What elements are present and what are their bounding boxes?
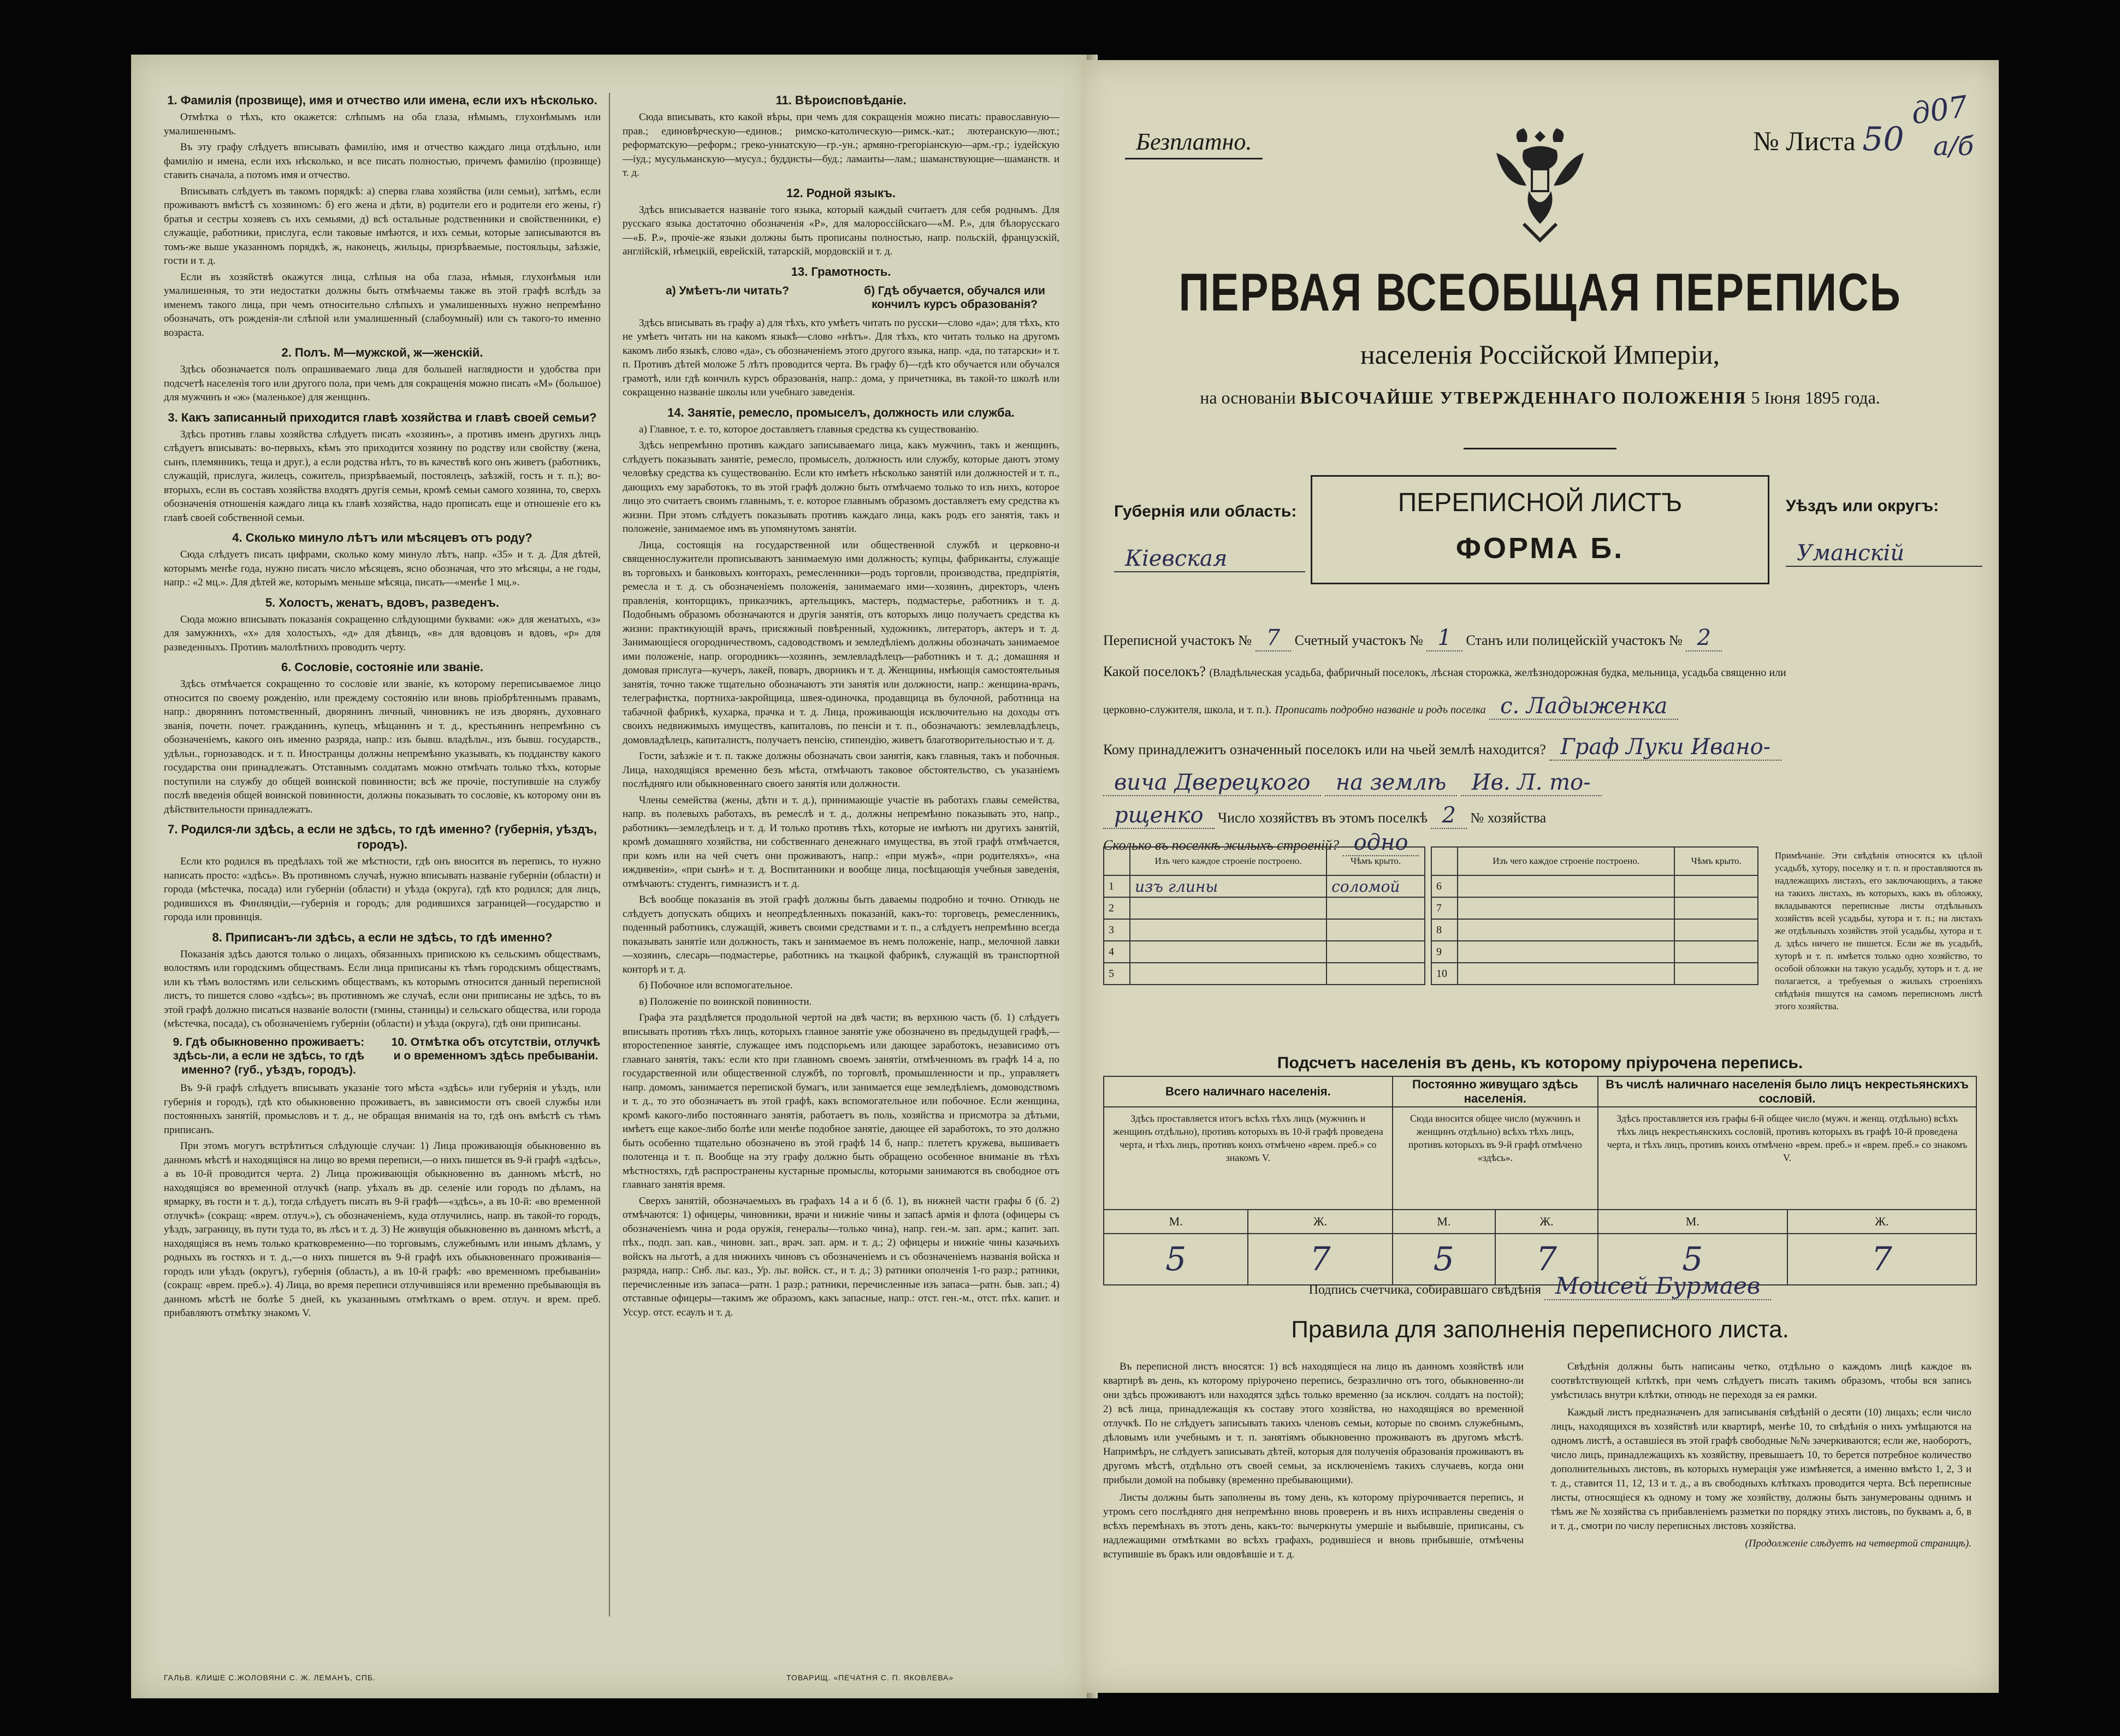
- section-heading: 2. Полъ. М—мужской, ж—женскій.: [281, 346, 483, 359]
- stan-value: 2: [1686, 625, 1721, 651]
- section-heading: 1. Фамилія (прозвище), имя и отчество или имена, если ихъ нѣсколько.: [167, 93, 597, 107]
- male-label: М.: [1104, 1210, 1248, 1234]
- sheet-number-value: 50: [1862, 120, 1904, 158]
- building-cell-empty: [1674, 919, 1758, 941]
- instruction-paragraph: Здѣсь обозначается полъ опрашиваемаго лица для большей наглядности и удобства при подсчетѣ населенія того или другого пола, при чемъ для сокращенія можно писать «М» (большое) для мужчинъ и «ж» (маленькое) для женщинъ.: [164, 364, 601, 403]
- section-heading: 11. Вѣроисповѣданіе.: [775, 93, 907, 107]
- building-number: 8: [1431, 919, 1458, 941]
- building-row: [1431, 919, 1758, 941]
- instruction-paragraph: Сверхъ занятій, обозначаемыхъ въ графахъ 14 а и б (б. 1), въ нижней части графы б (б. 2) отмѣчаются: 1) офицеры, чиновники, врачи и нижніе чины и запасѣ армія и флота (офицеры съ обозначеніемъ чина и рода оружія, генералы—только чина), напр. ген.-м. зап. арм.; капит. зап. пѣх., подп. зап. кав., чиновн. зап., врач. зап. арм. и т. д.; 2) офицеры и нижніе чины казачьихъ войскъ на льготѣ, а для нижнихъ чиновъ съ обозначеніемъ и съ обозначеніемъ названія войска и разряда, напр.: Сиб. льг. каз., Ур. льг. войск. ст., и т. д.; 3) ратники ополченія 1-го разр.; ратники, перечисленные изъ запаса—ратн. 1 разр.; ратники, перечисленные изъ запаса—ратн. быв. зап.; 4) отставные офицеры—такимъ же образомъ, какъ запасные, напр.: отст. ген.-м., отст. пѣх. капит. и Уссур. отст. есаулъ и т. д.: [623, 1195, 1059, 1318]
- section-heading: 14. Занятіе, ремесло, промыселъ, должность или служба.: [667, 405, 1015, 419]
- uchastok-value: 7: [1256, 625, 1291, 651]
- split-heading: [623, 284, 1059, 312]
- instruction-paragraph: Отмѣтка о тѣхъ, кто окажется: слѣпымъ на оба глаза, нѣмымъ, глухонѣмымъ или умалишеннымъ.: [164, 111, 601, 137]
- building-row: [1104, 963, 1425, 985]
- sheet-number: [1753, 120, 1904, 158]
- building-cell-empty: [1458, 963, 1674, 985]
- free-label: Безплатно.: [1125, 126, 1263, 159]
- count-nonpeasant-female: 7: [1787, 1234, 1976, 1285]
- instruction-paragraph: Здѣсь вписывается названіе того языка, который каждый считаетъ для себя роднымъ. Для русскаго языка достаточно обозначенія «Р», для малороссійскаго—«М. Р.», для бѣлорусскаго—«Б. Р.», прочіе-же языки должны быть прописаны полностью, напр. польскій, французскій, англійскій, нѣмецкій, еврейскій, татарскій, мордовскій и т. д.: [623, 204, 1059, 257]
- instruction-paragraph: Если въ хозяйствѣ окажутся лица, слѣпыя на оба глаза, нѣмыя, глухонѣмыя или умалишенныя, то эти недостатки должны быть отмѣчаемы также въ этой графѣ вслѣдъ за именемъ такого лица, при чемъ относительно слѣпыхъ и умалишенныхъ нужно непремѣнно обозначать, отъ рожденія-ли слѣпой или умалишенный (слабоумный) или съ такого-то именно возраста.: [164, 271, 601, 339]
- buildings-label: Сколько въ поселкѣ жилыхъ строеній?: [1103, 837, 1340, 853]
- building-row: [1104, 919, 1425, 941]
- split-heading-part: а) Умѣетъ-ли читать?: [666, 284, 789, 297]
- building-cell-empty: [1674, 963, 1758, 985]
- printer-imprint-left: ГАЛЬВ. КЛИШЕ С.ЖОЛОВЯНИ С. Ж. ЛЕМАНЪ, СПБ.: [164, 1673, 376, 1682]
- title-rule: [1464, 448, 1616, 449]
- rule-paragraph: Листы должны быть заполнены въ тому день, къ которому пріурочивается перепись, и утромъ сего послѣдняго дня непремѣнно вновь проверенъ и въ нихъ исправлены сведенія о всѣхъ перемѣнахъ въ этотъ день, какъ-то: вычеркнуты умершіе и выбывшіе, приписаны, съ надлежащими отмѣтками во всѣхъ графахъ, родившіеся и вновь прибывшіе, отмѣчены вступившіе въ бракъ или овдовѣвшіе и т. д.: [1103, 1492, 1524, 1560]
- enumerator-signature: [1081, 1272, 1999, 1299]
- poselok-value: с. Ладыженка: [1489, 694, 1678, 720]
- instruction-paragraph: Сюда вписывать, кто какой вѣры, при чемъ для сокращенія можно писать: православную—прав.; единовѣрческую—единов.; римско-католическую—римск.-кат.; лютеранскую—лют.; реформатскую—реформ.; греко-униатскую—гр.-ун.; армяно-грегоріанскую—арм.-гр.; іудейскую—іуд.; мусульманскую—мусул.; буддисты—буд.; ламаиты—лам.; шаманствующие—шаманств. и т. д.: [623, 111, 1059, 179]
- instruction-paragraph: Сюда можно вписывать показанія сокращенно слѣдующими буквами: «ж» для женатыхъ, «з» для замужнихъ, «х» для холостыхъ, «д» для дѣвицъ, «в» для вдовцовъ и вдовъ, «р» для разведенныхъ. Противъ малолѣтнихъ проводить черту.: [164, 613, 601, 653]
- building-number: 4: [1104, 941, 1130, 963]
- rule-paragraph: Каждый листъ предназначенъ для записыванія свѣдѣній о десяти (10) лицахъ; если число лицъ, находящихся въ хозяйствѣ или квартирѣ, менѣе 10, то свѣдѣнія о нихъ умѣщаются на одномъ листѣ, а оставшіеся въ этой графѣ свободные №№ зачеркиваются; если же, наоборотъ, число лицъ, принадлежащихъ къ хозяйству, превышаетъ 10, то берется потребное количество дополнительныхъ листовъ, въ которыхъ нумерація уже измѣняется, а именно вмѣсто 1, 2, 3 и т. д., ставится 11, 12, 13 и т. д., а въ свободныхъ клѣткахъ проводится черта. Всѣ переписные листы, относящіеся къ одному и тому же хозяйству, должны быть занумерованы однимъ и тѣмъ же № хозяйства съ прибавленіемъ разметки по порядку этихъ листовъ, по буквамъ а, б, в и т. д., смотри по числу переписных листовъ хозяйства.: [1551, 1407, 1971, 1532]
- pop-header-permanent: Постоянно живущаго здѣсь населенія.: [1393, 1076, 1598, 1107]
- stan-label: Станъ или полицейскій участокъ №: [1466, 632, 1683, 648]
- pop-desc-permanent: Сюда вносится общее число (мужчинъ и женщинъ отдѣльно) всѣхъ тѣхъ лицъ, противъ которыхъ въ 9-й графѣ отмѣчено «здѣсь».: [1393, 1107, 1598, 1210]
- settlement-type-line: [1103, 663, 1977, 680]
- section-heading: 7. Родился-ли здѣсь, а если не здѣсь, то гдѣ именно? (губернія, уѣздъ, городъ).: [168, 822, 597, 851]
- building-number: 9: [1431, 941, 1458, 963]
- count-total-female: 7: [1248, 1234, 1392, 1285]
- buildings-table-right: [1431, 846, 1758, 985]
- households-value: 2: [1431, 803, 1466, 829]
- instructions-column-right: [623, 87, 1059, 1638]
- building-number: 7: [1431, 897, 1458, 919]
- building-cell-empty: [1458, 919, 1674, 941]
- building-roof: соломой: [1327, 875, 1425, 897]
- settlement-name-line: [1103, 694, 1977, 719]
- owner-value-1: Граф Луки Ивано-: [1549, 734, 1781, 761]
- building-row: [1104, 875, 1425, 897]
- building-number: 1: [1104, 875, 1130, 897]
- instruction-paragraph: Если кто родился въ предѣлахъ той же мѣстности, гдѣ онъ вносится въ перепись, то нужно написать просто: «здѣсь». Въ противномъ случаѣ, нужно вписывать названіе губерніи (области) и города (мѣстечка, посада) или губерніи (области) и уѣзда (округа), гдѣ кто родился; для лицъ, родившихся въ Финляндіи,—губернія и городъ; для родившихся заграницей—государство и города или провинція.: [164, 856, 601, 923]
- instruction-paragraph: а) Главное, т. е. то, которое доставляетъ главныя средства къ существованію.: [639, 423, 979, 435]
- rule-paragraph: Свѣдѣнія должны быть написаны четко, отдѣльно о каждомъ лицѣ каждое въ соотвѣтствующей клѣткѣ, при чемъ слѣдуетъ писать такимъ образомъ, чтобы вся запись умѣстилась внутри клѣтки, отнюдь не переходя за ея рамки.: [1551, 1361, 1971, 1401]
- building-cell-empty: [1674, 941, 1758, 963]
- building-material: [1130, 897, 1327, 919]
- poselok-label: Какой поселокъ?: [1103, 663, 1206, 679]
- female-label: Ж.: [1787, 1210, 1976, 1234]
- sheet-number-label: № Листа: [1753, 126, 1856, 156]
- gubernia-value: Кiевская: [1114, 546, 1305, 572]
- households-line: [1103, 803, 1977, 828]
- buildings-table-left: [1103, 846, 1425, 985]
- building-number: 5: [1104, 963, 1130, 985]
- instruction-paragraph: б) Побочное или вспомогательное.: [639, 980, 793, 991]
- census-subtitle: населенія Россійской Имперіи,: [1360, 339, 1720, 370]
- rules-title: Правила для заполненія переписного листа.: [1291, 1316, 1789, 1343]
- uezd-value: Уманскiй: [1786, 541, 1982, 567]
- schetny-value: 1: [1426, 625, 1462, 651]
- bld-header-roof-2: Чѣмъ крыто.: [1674, 847, 1758, 875]
- instructions-column-left: [164, 87, 601, 1638]
- building-material: [1130, 941, 1327, 963]
- instruction-paragraph: Члены семейства (жены, дѣти и т. д.), принимающіе участіе въ работахъ главы семейства, напр. въ полевыхъ работахъ, въ ремеслѣ и т. д., должны непремѣнно показывать это, напр., работникъ—земледѣлецъ и т. д. И только противъ тѣхъ, которые не имѣютъ ни другихъ занятій, кромѣ домашняго хозяйства, ни собственнаго денежнаго имущества, въ этой графѣ отмѣчается, при комъ или на чей счетъ они проживаютъ, напр.: «при мужѣ», «при родителяхъ», «на иждивеніи», «при сынѣ» и т. д. Воспитанники и вообще лица, посѣщающія учебныя заведенія, отмѣчаютъ: студентъ, гимназистъ и т. д.: [623, 794, 1059, 890]
- building-number: 6: [1431, 875, 1458, 897]
- building-number: 2: [1104, 897, 1130, 919]
- basis-date: 5 Іюня 1895 года.: [1751, 388, 1880, 407]
- bld-header-roof: Чѣмъ крыто.: [1327, 847, 1425, 875]
- gubernia-label: Губернія или область:: [1114, 502, 1297, 520]
- poselok-hint: (Владѣльческая усадьба, фабричный поселокъ, лѣсная сторожка, желѣзнодорожная будка, мельница, усадьба священно или: [1209, 667, 1786, 679]
- section-heading: 3. Какъ записанный приходится главѣ хозяйства и главѣ своей семьи?: [168, 410, 597, 424]
- split-heading-part: б) Гдѣ обучается, обучался или кончилъ курсъ образованія?: [864, 284, 1045, 311]
- basis-prefix: на основаніи: [1200, 388, 1296, 407]
- population-count-table: [1103, 1076, 1977, 1285]
- instruction-paragraph: Графа эта раздѣляется продольной чертой на двѣ части; въ верхнюю часть (б. 1) слѣдуетъ вписывать противъ тѣхъ лицъ, которыхъ главное занятіе уже обозначено въ предыдущей графѣ,—второстепенное занятіе, служащее имъ подспорьемъ или дающее заработокъ, независимо отъ главнаго занятія, такъ: если кто при главномъ своемъ занятіи, отмѣченномъ въ графѣ 14 а, по государственной или общественной службѣ, по торговлѣ, промышленности и пр., управляетъ напр. домомъ, занимается перепиской бумагъ, или занимается еще земледѣліемъ, домоводствомъ и т. д., то это обозначаетъ въ этой графѣ, какъ вспомогательное или побочное. Если женщина, кромѣ какого-либо постояннаго занятія, работаетъ въ поль, хозяйства и присмотра за дѣтьми, имѣетъ еще какое-либо болѣе или менѣе подобное занятіе, дающее ей заработокъ, то это должно быть особенно тщательно обозначено въ этой графѣ 14 б, напр.: плететъ кружева, вышиваетъ полотенца и т. п. Вообще на эту графу должно быть обращено особенное вниманіе въ тѣхъ мѣстностяхъ, гдѣ распространены кустарные промыслы, которыми занимаются въ свободное отъ главнаго занятія время.: [623, 1012, 1059, 1190]
- instruction-paragraph: Здѣсь противъ главы хозяйства слѣдуетъ писать «хозяинъ», а противъ именъ другихъ лицъ слѣдуетъ вписывать: во-первыхъ, кѣмъ это приходится хозяину по родству или свойству (жена, сынъ, племянникъ, теща и друг.), а если родства нѣтъ, то въ качествѣ кого онъ живетъ (работникъ, служащій, прислуга, жилецъ, сожитель, призрѣваемый, постоялецъ, заѣзжій, гость и т. п.); во-вторыхъ, если въ составъ хозяйства входятъ другія семьи, кромѣ семьи самого хозяина, то, сверхъ обозначенія отношенія каждаго лица къ главѣ хозяйства, надо прописать еще и отношеніе его къ главѣ своей собственной семьи.: [164, 428, 601, 524]
- owner-value-5: рщенко: [1103, 803, 1215, 829]
- instruction-paragraph: в) Положеніе по воинской повинности.: [639, 996, 812, 1008]
- owner-line-2: [1103, 770, 1977, 795]
- split-heading: [164, 1035, 601, 1077]
- census-basis: [1081, 388, 1999, 408]
- building-material: [1130, 919, 1327, 941]
- owner-label: Кому принадлежитъ означенный поселокъ или на чьей землѣ находится?: [1103, 742, 1546, 757]
- right-page-census-form: [1081, 60, 1999, 1693]
- section-heading: 12. Родной языкъ.: [786, 186, 896, 200]
- uezd-label: Уѣздъ или округъ:: [1786, 497, 1939, 515]
- uchastok-label: Переписной участокъ №: [1103, 632, 1252, 648]
- building-roof: [1327, 897, 1425, 919]
- households-label: Число хозяйствъ въ этомъ поселкѣ: [1218, 810, 1428, 826]
- instruction-paragraph: Вписывать слѣдуетъ въ такомъ порядкѣ: а) сперва глава хозяйства (или семьи), затѣмъ, если проживаютъ вмѣстѣ съ хозяиномъ: б) его жена и дѣти, в) родители его и родители его жены, г) братья и сестры хозяевъ съ ихъ семьями, д) всѣ остальные родственники и свойственники, е) служащіе, работники, прислуга, если таковые имѣются, и ихъ семьи, которые записываются въ томъ-же выше указанномъ порядкѣ, ж, наконецъ, жильцы, призрѣваемые, постояльцы, заѣзжіе, гости и т. д.: [164, 185, 601, 266]
- household-no-label: № хозяйства: [1470, 810, 1547, 826]
- female-label: Ж.: [1248, 1210, 1392, 1234]
- building-cell-empty: [1458, 875, 1674, 897]
- column-divider: [609, 93, 610, 1616]
- count-nonpeasant-male: 5: [1598, 1234, 1787, 1285]
- census-title: ПЕРВАЯ ВСЕОБЩАЯ ПЕРЕПИСЬ: [1179, 262, 1902, 322]
- pop-desc-total: Здѣсь проставляется итогъ всѣхъ тѣхъ лицъ (мужчинъ и женщинъ отдѣльно), противъ которыхъ въ 10-й графѣ проведена черта, и тѣхъ лицъ, противъ коихъ отмѣчено «врем. преб.» со знакомъ V.: [1104, 1107, 1393, 1210]
- count-total-male: 5: [1104, 1234, 1248, 1285]
- building-roof: [1327, 919, 1425, 941]
- count-permanent-male: 5: [1393, 1234, 1495, 1285]
- instruction-paragraph: Показанія здѣсь даются только о лицахъ, обязанныхъ припискою къ сельскимъ обществамъ, волостямъ или городскимъ обществамъ. Если лица приписаны къ тѣмъ городскимъ обществамъ, или къ тѣмъ волостямъ или сельскимъ обществамъ, къ которымъ относится данный переписной листъ, то пишется слово «здѣсь»; въ противномъ же случаѣ, если они приписаны не здѣсь, то въ этой графѣ должно писаться названіе волости (гмины, станицы) и сельскаго общества, или города (мѣстечка, посада), съ обозначеніемъ губерніи (области) и уѣзда (округа), гдѣ они приписаны.: [164, 948, 601, 1029]
- building-material: изъ глины: [1130, 875, 1327, 897]
- building-number: 10: [1431, 963, 1458, 985]
- instruction-paragraph: Здѣсь отмѣчается сокращенно то сословіе или званіе, къ которому переписываемое лицо относится по своему рожденію, или преждему состоянію или вновь пріобрѣтеннымъ правамъ, напр.: дворянинъ потомственный, дворянинъ личный, чиновникъ не изъ дворянъ, духовнаго званія, почетн. почет. гражданинъ, купецъ, мѣщанинъ и т. д., крестьянинъ непремѣнно съ обозначеніемъ, какого онъ именно разряда, напр.: изъ бывш. владѣльч., изъ бывш. государств., удѣльн., горнозаводск. и т. п. Иностранцы должны непремѣнно указывать, къ подданству какого государства они принадлежатъ. Отставнымъ солдатамъ можно отмѣчать только тѣхъ, которые поступили на службу до общей воинской повинности; всѣ же прочіе, поступившіе на службу послѣ введенія общей воинской повинности, должны показывать то сословіе, къ которому они въ дѣйствительности принадлежатъ.: [164, 678, 601, 815]
- male-label: М.: [1598, 1210, 1787, 1234]
- schetny-label: Счетный участокъ №: [1294, 632, 1423, 648]
- section-heading: 6. Сословіе, состояніе или званіе.: [281, 660, 484, 674]
- building-row: [1431, 897, 1758, 919]
- building-row: [1104, 941, 1425, 963]
- building-cell-empty: [1458, 941, 1674, 963]
- buildings-note: Примѣчаніе. Эти свѣдѣнія относятся къ цѣлой усадьбѣ, хутору, поселку и т. п. и проставляются въ надлежащихъ листахъ, его заключающихъ, а также на такихъ листахъ, въ которыхъ, какъ въ обложку, вкладываются переписные листы отдѣльныхъ хозяйствъ всей усадьбы, хутора и т. п.; на листахъ же отдѣльныхъ хозяйствъ этой усадьбы, хутора и т. д. здѣсь ничего не пишется. Если же въ усадьбѣ, хуторѣ и т. п. имѣется только одно хозяйство, то особой обложки на такую усадьбу, хуторъ и т. д. не полагается, а требуемыя о жилыхъ строеніяхъ свѣдѣнія пишутся на самомъ переписномъ листѣ этого хозяйства.: [1775, 850, 1982, 1011]
- section-heading: 4. Сколько минуло лѣтъ или мѣсяцевъ отъ роду?: [232, 531, 532, 544]
- population-count-title: Подсчетъ населенія въ день, къ которому пріурочена перепись.: [1277, 1054, 1803, 1072]
- pop-header-nonpeasant: Въ числѣ наличнаго населенія было лицъ некрестьянскихъ сословій.: [1598, 1076, 1976, 1107]
- building-cell-empty: [1458, 897, 1674, 919]
- instruction-paragraph: При этомъ могутъ встрѣтиться слѣдующіе случаи: 1) Лица проживающія обыкновенно въ данномъ мѣстѣ и находящіяся на лицо во время переписи,—о нихъ пишется въ 9-й графѣ «здѣсь», а въ 10-й проводится черта. 2) Лица проживающія обыкновенно въ данномъ мѣстѣ, но находящіяся во временной отлучкѣ (напр. уѣхалъ въ др. селеніе или городъ по дѣламъ, на ярмарку, въ гости и т. д.), тогда слѣдуетъ писать въ 9-й графѣ—«здѣсь», а въ 10-й: «во временной отлучкѣ» (сокращ: «врем. отлуч.»), съ обозначеніемъ, куда отлучились, напр. въ такой-то городъ, уѣздъ, заграницу, въ пути туда то, въ лѣсъ и т. д. 3) Не живущія обыкновенно въ данномъ мѣстѣ, а находящіяся въ немъ только кратковременно—по торговымъ, служебнымъ или инымъ дѣламъ, у родныхъ въ гостяхъ и т. д.,—о нихъ пишется въ 9-й графѣ ихъ обыкновеннаго проживанія—городъ или уѣздъ (округъ), губернія (область), а въ 10-й графѣ: «во временномъ пребываніи» (сокращ: «врем. преб.»). 4) Лица, во время переписи отлучившіяся или временно пребывающія въ данномъ мѣстѣ не болѣе 5 дней, къ указаннымъ отмѣткамъ о врем. отлуч. и врем. преб. прибавляютъ отмѣтку знакомъ V.: [164, 1140, 601, 1319]
- left-page-instructions: [131, 55, 1092, 1698]
- signature-label: Подпись счетчика, собиравшаго свѣдѣнія: [1308, 1283, 1541, 1297]
- owner-value-3: на землѣ: [1325, 770, 1457, 796]
- continued-note: (Продолженіе слѣдуетъ на четвертой страницѣ).: [1745, 1538, 1971, 1549]
- district-line: [1103, 625, 1977, 650]
- bld-header-material: Изъ чего каждое строеніе построено.: [1130, 847, 1327, 875]
- printer-imprint-right: ТОВАРИЩ. «ПЕЧАТНЯ С. П. ЯКОВЛЕВА»: [786, 1673, 954, 1682]
- female-label: Ж.: [1495, 1210, 1598, 1234]
- building-roof: [1327, 941, 1425, 963]
- double-headed-eagle-emblem: [1485, 120, 1595, 246]
- building-cell-empty: [1674, 875, 1758, 897]
- male-label: М.: [1393, 1210, 1495, 1234]
- building-number: 3: [1104, 919, 1130, 941]
- pop-desc-nonpeasant: Здѣсь проставляется изъ графы 6-й общее число (мужч. и женщ. отдѣльно) всѣхъ тѣхъ лицъ некрестьянскихъ сословій, противъ которыхъ въ графѣ 10-й проведена черта, и тѣхъ лицъ, противъ коихъ отмѣчено «врем. преб.» и «врем. преб.» со знакомъ V.: [1598, 1107, 1976, 1210]
- owner-value-4: Ив. Л. то-: [1461, 770, 1602, 796]
- signature-value: Моисей Бурмаев: [1544, 1272, 1771, 1300]
- instruction-paragraph: Гости, заѣзжіе и т. п. также должны обозначать свои занятія, какъ главныя, такъ и побочныя. Лица, находящіяся временно безъ мѣста, отмѣчаютъ таковое обстоятельство, съ указаніемъ послѣдняго или обыкновеннаго своего занятія или должности.: [623, 750, 1059, 790]
- building-roof: [1327, 963, 1425, 985]
- sheet-type-box: [1311, 475, 1769, 584]
- rules-column-right: [1551, 1360, 1971, 1551]
- owner-line: [1103, 734, 1977, 760]
- rules-column-left: [1103, 1360, 1524, 1565]
- buildings-value: одно: [1343, 830, 1419, 856]
- instruction-paragraph: Въ 9-й графѣ слѣдуетъ вписывать указаніе того мѣста «здѣсь» или губернія и уѣздъ, или губернія и городъ), гдѣ кто обыкновенно проживаетъ, въ зависимости отъ своей службы или постоянныхъ занятій, промысловъ и т. д., не обращая вниманія на то, гдѣ онъ вмѣстѣ съ тѣмъ приписанъ.: [164, 1082, 601, 1136]
- instruction-paragraph: Здѣсь вписывать въ графу а) для тѣхъ, кто умѣетъ читать по русски—слово «да»; для тѣхъ, кто не умѣетъ читать ни на какомъ языкѣ—слово «нѣтъ». Для тѣхъ, кто читать только на другомъ какомъ либо языкѣ, слово «да», съ обозначеніемъ этого другого языка, напр. «да, по татарски» и т. п. Противъ дѣтей моложе 5 лѣтъ проводится черта. Въ графу б)—гдѣ кто обучается или обучался грамотѣ, или гдѣ кончилъ курсъ образованія, напр.: дома, у причетника, въ такой-то школѣ или сокращенно названіе школы или учебнаго заведенія.: [623, 317, 1059, 398]
- building-material: [1130, 963, 1327, 985]
- building-row: [1431, 875, 1758, 897]
- archive-code: д07: [1909, 89, 1970, 131]
- sheet-type: ПЕРЕПИСНОЙ ЛИСТЪ: [1397, 488, 1683, 517]
- instruction-paragraph: Лица, состоящія на государственной или общественной службѣ и церковно-и священнослужители прописываютъ занимаемую ими должность; купцы, фабриканты, служащіе въ торговыхъ и банковыхъ конторахъ, ремесленники—родъ торговли, производства, предпріятія, ремесла и т. д. съ обозначеніемъ положенія, занимаемаго ими—хозяинъ, директоръ, членъ правленія, конторщикъ, приказчикъ, артельщикъ, мастеръ, подмастерье, работникъ и т. д. Подобнымъ образомъ обозначаются и другія занятія, отъ которыхъ лицо получаетъ средства къ жизни: практикующій врачъ, присяжный повѣренный, художникъ, литераторъ, актеръ и т. д. Занимающіеся огородничествомъ, садоводствомъ и земледѣліемъ должны обозначать занимаемое ими положеніе, напр. огородникъ—хозяинъ, землевладѣлецъ—работникъ и т. д.; домашняя и домовая прислуга—кучеръ, лакей, поваръ, дворникъ и т. д. Женщины, имѣющія самостоятельныя занятія, точно также тщательно обозначаютъ эти занятія или должности, напр.: женщина-врачъ, телеграфистка, портниха-закройщица, швея-одиночка, продавщица въ булочной, работница на табачной фабрикѣ, кухарка, прачка и т. д. Лица, проживающія исключительно на доходы отъ своихъ недвижимыхъ имуществъ, капиталовъ, по пенсіи и т. п., обозначаютъ: землевладѣлецъ, домовладѣлецъ, капиталистъ, получаетъ пенсію, стипендію, живетъ благотворительностью и т. д.: [623, 539, 1059, 746]
- section-heading: 5. Холостъ, женатъ, вдовъ, разведенъ.: [265, 595, 500, 609]
- instruction-paragraph: Всѣ вообще показанія въ этой графѣ должны быть даваемы подробно и точно. Отнюдь не слѣдуетъ допускать общихъ и неопредѣленныхъ показаній, какъ-то: торговецъ, ремесленникъ, поденный работникъ, служащій, живетъ своими средствами и т. п., а слѣдуетъ непремѣнно всегда показывать занятіе или должность, такъ и занимаемое въ немъ положеніе, напр., мелочной лавки—хозяинъ, слесарь—подмастерье, работникъ на ткацкой фабрикѣ, служащій въ транспортной конторѣ и т. д.: [623, 894, 1059, 975]
- pop-header-total: Всего наличнаго населенія.: [1104, 1076, 1393, 1107]
- instruction-paragraph: Въ эту графу слѣдуетъ вписывать фамилію, имя и отчество каждаго лица отдѣльно, или фамилію и имена, если ихъ нѣсколько, и все писать полностью, причемъ фамилію (прозвище) ставить сначала, а потомъ имя и отчество.: [164, 141, 601, 181]
- section-heading: 8. Приписанъ-ли здѣсь, а если не здѣсь, то гдѣ именно?: [212, 930, 553, 944]
- count-permanent-female: 7: [1495, 1234, 1598, 1285]
- bld-header-material-2: Изъ чего каждое строеніе построено.: [1458, 847, 1674, 875]
- owner-value-2: вича Дверецкого: [1103, 770, 1321, 796]
- archive-code-suffix: а/б: [1933, 131, 1974, 162]
- instruction-paragraph: Здѣсь непремѣнно противъ каждаго записываемаго лица, какъ мужчинъ, такъ и женщинъ, слѣдуетъ показывать занятіе, ремесло, промыселъ, должность или службу, которые даютъ этому человѣку средства къ существованію. Если кто имѣетъ нѣсколько занятій или должностей и т. п., дающихъ ему заработокъ, то въ этой графѣ должно быть отмѣчаемо только то изъ нихъ, которое лицо это считаетъ своимъ главнымъ, т. е. которое главнымъ образомъ доставляетъ ему средства къ жизни. При этомъ слѣдуетъ показывать противъ каждаго лица, какъ родъ его занятія, такъ и положеніе, занимаемое имъ въ упомянутомъ занятіи.: [623, 440, 1059, 535]
- building-row: [1431, 941, 1758, 963]
- building-cell-empty: [1674, 897, 1758, 919]
- poselok-hint-2: церковно-служителя, школа, и т. п.).: [1103, 704, 1271, 716]
- building-row: [1104, 897, 1425, 919]
- section-heading: 13. Грамотность.: [791, 264, 891, 279]
- sheet-form: ФОРМА Б.: [1455, 532, 1625, 565]
- building-row: [1431, 963, 1758, 985]
- rule-paragraph: Въ переписной листъ вносятся: 1) всѣ находящіеся на лицо въ данномъ хозяйствѣ или квартирѣ въ день, къ которому пріурочено перепись, безразлично отъ того, обыкновенно-ли они здѣсь проживаютъ или находятся здѣсь только временно (за исключ. солдатъ на постой); 2) всѣ лица, принадлежащія къ составу этого хозяйства, но находящіяся во временной отлучкѣ. По не слѣдуетъ записывать такихъ членовъ семьи, которые по своимъ служебнымъ, дѣловымъ или учебнымъ и т. п. занятіямъ обыкновенно проживаютъ въ другомъ мѣстѣ. Напримѣръ, не слѣдуетъ записывать дѣтей, которыя для полученія образованія проживаютъ въ другомъ мѣстѣ, отдѣльно отъ своей семьи, за исключеніемъ такихъ случаевъ, когда они прибыли домой на побывку (временно пребывающими).: [1103, 1361, 1524, 1486]
- split-heading-part: 9. Гдѣ обыкновенно проживаетъ: здѣсь-ли, а если не здѣсь, то гдѣ именно? (губ., уѣздъ, городъ).: [173, 1035, 365, 1076]
- split-heading-part: 10. Отмѣтка объ отсутствіи, отлучкѣ и о временномъ здѣсь пребываніи.: [391, 1035, 601, 1062]
- instruction-paragraph: Сюда слѣдуетъ писать цифрами, сколько кому минуло лѣтъ, напр. «35» и т. д. Для дѣтей, которымъ менѣе года, нужно писать число мѣсяцевъ, ясно обозначая, что это мѣсяцы, а не годы, напр.: «2 мц.». Для дѣтей же, которымъ меньше мѣсяца, писать—«менѣе 1 мц.».: [164, 549, 601, 588]
- poselok-hint-3: Прописать подробно названіе и родъ поселка: [1275, 704, 1486, 716]
- basis-caps: ВЫСОЧАЙШЕ УТВЕРЖДЕННАГО ПОЛОЖЕНІЯ: [1300, 388, 1747, 407]
